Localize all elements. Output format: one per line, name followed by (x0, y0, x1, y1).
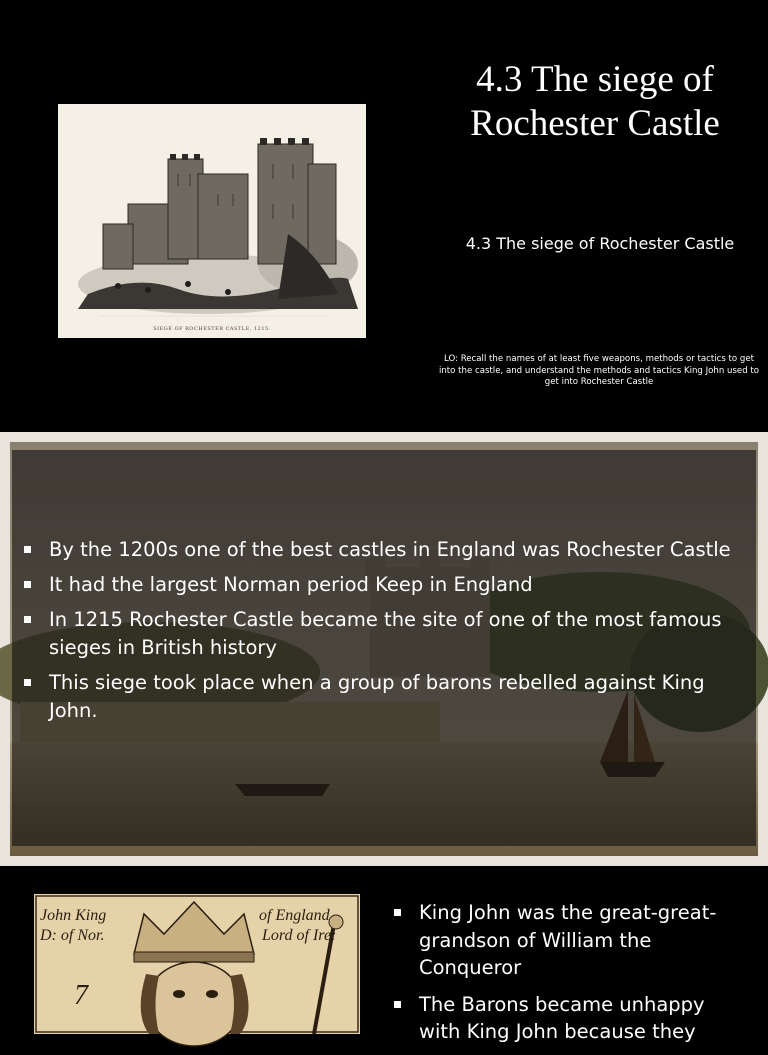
list-item: The Barons became unhappy with King John because they (392, 991, 742, 1046)
list-item: By the 1200s one of the best castles in England was Rochester Castle (22, 536, 752, 564)
learning-objective: LO: Recall the names of at least five weapons, methods or tactics to get into the castle, and understand the methods and tactics King John used to get into Rochester Castle (438, 354, 760, 387)
list-item: It had the largest Norman period Keep in England (22, 571, 752, 599)
siege-engraving-image (58, 104, 366, 338)
castle-facts-list (22, 536, 752, 732)
king-john-facts-list (392, 899, 742, 1055)
title-slide (0, 0, 768, 432)
portrait-number: 7 (74, 980, 88, 1011)
engraving-caption: SIEGE OF ROCHESTER CASTLE, 1215. (153, 326, 271, 332)
king-john-portrait (34, 894, 360, 1034)
list-item: King John was the great-great-grandson of William the Conqueror (392, 899, 742, 982)
portrait-text-right-bottom: Lord of Ire: (262, 927, 337, 944)
content-slide-king-john (0, 866, 768, 1043)
slide-title: 4.3 The siege of Rochester Castle (470, 59, 720, 144)
portrait-text-right-top: of England (259, 907, 330, 924)
content-slide-castle (0, 432, 768, 866)
portrait-text-left-bottom: D: of Nor. (40, 927, 105, 944)
portrait-text-left-top: John King (40, 907, 107, 924)
list-item: In 1215 Rochester Castle became the site of one of the most famous sieges in British history (22, 606, 752, 662)
slide-subtitle: 4.3 The siege of Rochester Castle (465, 234, 735, 253)
list-item: This siege took place when a group of barons rebelled against King John. (22, 669, 752, 725)
